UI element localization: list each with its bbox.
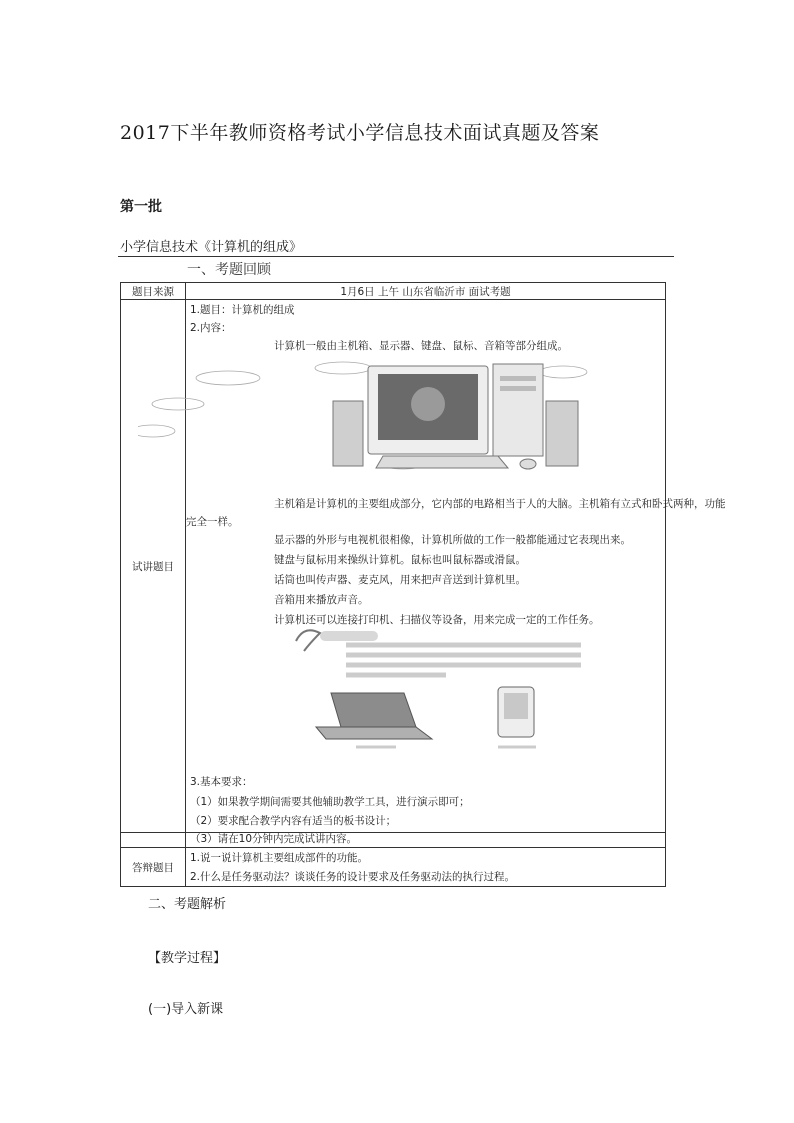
table-row-requirement-3	[121, 833, 666, 848]
trial-paragraph-3: 显示器的外形与电视机很相像，计算机所做的工作一般都能通过它表现出来。	[274, 534, 631, 546]
defense-question-1: 1.说一说计算机主要组成部件的功能。	[190, 852, 369, 864]
speaker-right-icon	[546, 401, 578, 466]
source-label: 题目来源	[121, 283, 186, 300]
trial-requirement-1: （1）如果教学期间需要其他辅助教学工具，进行演示即可；	[190, 796, 470, 808]
section-heading-introduction: (一)导入新课	[148, 1002, 224, 1017]
trial-paragraph-1: 计算机一般由主机箱、显示器、键盘、鼠标、音箱等部分组成。	[274, 340, 568, 352]
table-row-source	[121, 283, 666, 300]
batch-heading: 第一批	[120, 199, 162, 215]
subject-line: 小学信息技术《计算机的组成》	[120, 240, 303, 255]
laptop-screen	[331, 693, 416, 727]
computer-components-illustration	[138, 356, 588, 476]
source-value: 1月6日 上午 山东省临沂市 面试考题	[186, 283, 666, 300]
trial-label: 试讲题目	[121, 300, 186, 833]
question-mark-icon	[296, 630, 320, 651]
section-heading-review: 一、考题回顾	[187, 262, 271, 278]
trial-paragraph-2a: 主机箱是计算机的主要组成部分，它内部的电路相当于人的大脑。主机箱有立式和卧式两种，功能	[274, 498, 726, 510]
document-title: 2017下半年教师资格考试小学信息技术面试真题及答案	[120, 122, 600, 144]
trial-paragraph-6: 音箱用来播放声音。	[274, 594, 369, 606]
section-heading-teaching-process: 【教学过程】	[148, 951, 227, 966]
defense-question-2: 2.什么是任务驱动法？谈谈任务的设计要求及任务驱动法的执行过程。	[190, 871, 516, 883]
trial-requirements-label: 3.基本要求：	[190, 776, 253, 788]
child-face-photo	[411, 387, 445, 421]
trial-requirement-2: （2）要求配合教学内容有适当的板书设计；	[190, 815, 397, 827]
trial-topic: 1.题目：计算机的组成	[190, 304, 295, 316]
trial-paragraph-5: 话筒也叫传声器、麦克风，用来把声音送到计算机里。	[274, 574, 526, 586]
laptop-handheld-illustration	[286, 623, 592, 755]
callout-bubble	[315, 362, 371, 374]
laptop-icon	[316, 727, 432, 739]
trial-paragraph-4: 键盘与鼠标用来操纵计算机。鼠标也叫鼠标器或滑鼠。	[274, 554, 526, 566]
defense-label: 答辩题目	[121, 848, 186, 887]
trial-requirement-3: （3）请在10分钟内完成试讲内容。	[190, 833, 358, 845]
table-row-defense	[121, 848, 666, 887]
trial-content-label: 2.内容：	[190, 322, 232, 334]
speaker-left-icon	[333, 401, 363, 466]
defense-content	[186, 848, 666, 887]
section-heading-analysis: 二、考题解析	[148, 897, 227, 912]
callout-bubble	[138, 425, 175, 437]
knowledge-banner	[320, 631, 378, 641]
callout-bubble	[152, 398, 204, 410]
callout-bubble	[196, 371, 260, 385]
trial-paragraph-7: 计算机还可以连接打印机、扫描仪等设备，用来完成一定的工作任务。	[274, 614, 600, 626]
divider-rule	[118, 256, 674, 257]
trial-paragraph-2b: 完全一样。	[186, 516, 239, 528]
callout-bubble	[539, 366, 587, 378]
keyboard-icon	[376, 456, 508, 468]
mouse-icon	[520, 459, 536, 469]
